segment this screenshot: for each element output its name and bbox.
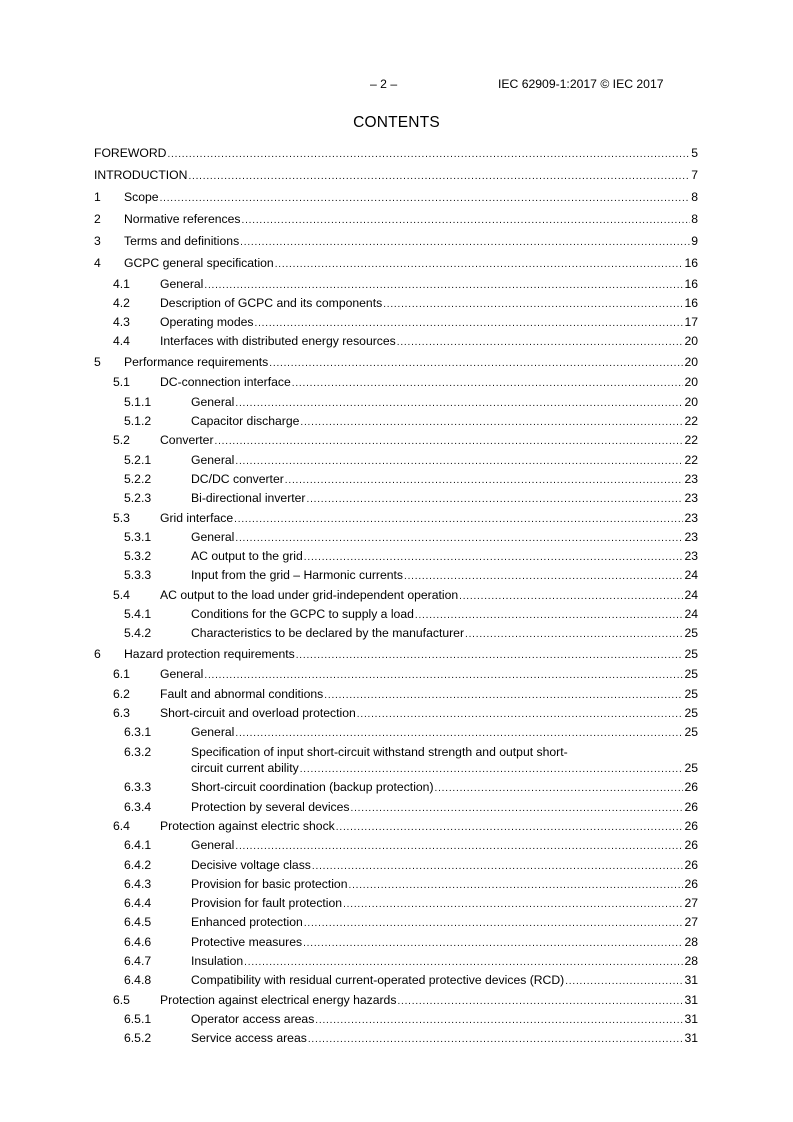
dot-leader [244, 955, 683, 971]
toc-entry-line [124, 233, 698, 251]
toc-entry-title: Operating modes [160, 315, 254, 330]
dot-leader [255, 316, 684, 332]
toc-entry-line [191, 567, 698, 585]
toc-entry[interactable] [0, 510, 793, 526]
dot-leader [397, 994, 683, 1010]
dot-leader [343, 897, 683, 913]
toc-entry[interactable] [0, 666, 793, 682]
toc-entry[interactable] [0, 452, 793, 468]
toc-entry[interactable] [0, 625, 793, 641]
toc-entry[interactable] [0, 705, 793, 721]
dot-leader [308, 1032, 684, 1048]
toc-entry-line [191, 895, 698, 913]
toc-entry-number: 6.3 [113, 705, 130, 720]
toc-entry[interactable] [0, 895, 793, 911]
dot-leader [234, 512, 683, 528]
toc-entry-line [191, 972, 698, 990]
toc-entry[interactable] [0, 818, 793, 834]
toc-entry[interactable] [0, 837, 793, 853]
toc-entry-title: Enhanced protection [191, 915, 303, 930]
toc-entry-page: 24 [684, 568, 698, 583]
toc-entry-page: 20 [684, 354, 698, 369]
toc-entry-page: 27 [684, 896, 698, 911]
toc-entry-number: 4 [94, 256, 101, 270]
toc-entry-title: Conditions for the GCPC to supply a load [191, 607, 414, 621]
dot-leader [324, 688, 683, 704]
toc-entry-line [160, 314, 698, 332]
toc-entry-line [191, 1030, 698, 1048]
toc-entry-title: Provision for basic protection [191, 876, 348, 891]
toc-entry-number: 6.1 [113, 667, 130, 682]
toc-entry-title: Input from the grid – Harmonic currents [191, 568, 404, 583]
toc-entry[interactable] [0, 374, 793, 390]
toc-entry-number: 5.1 [113, 375, 130, 390]
toc-entry-title: Terms and definitions [124, 234, 240, 248]
toc-entry-line [124, 255, 698, 273]
toc-entry-title: General [160, 667, 204, 682]
toc-entry[interactable] [0, 295, 793, 311]
dot-leader [240, 235, 690, 251]
toc-entry[interactable] [0, 233, 793, 249]
toc-entry[interactable] [0, 145, 793, 161]
toc-entry-title: Hazard protection requirements [124, 646, 295, 661]
toc-entry-page: 24 [684, 607, 698, 621]
dot-leader [292, 376, 684, 392]
toc-entry[interactable] [0, 1011, 793, 1027]
toc-entry-page: 25 [684, 705, 698, 720]
toc-entry-page: 23 [684, 529, 698, 544]
toc-entry[interactable] [0, 255, 793, 271]
toc-entry-page: 27 [684, 915, 698, 930]
toc-entry-number: 6.3.1 [124, 725, 152, 740]
toc-entry-number: 6 [94, 646, 101, 661]
toc-entry-page: 26 [684, 838, 698, 853]
dot-leader [160, 191, 691, 207]
toc-entry-number: 6.5.2 [124, 1031, 152, 1046]
toc-entry-line [124, 189, 698, 207]
dot-leader [415, 608, 684, 624]
toc-entry-line [191, 799, 698, 817]
dot-leader [167, 147, 690, 163]
toc-entry-title: AC output to the load under grid-independent operation [160, 587, 459, 602]
toc-entry-line [191, 471, 698, 489]
toc-entry-title: General [191, 394, 235, 409]
toc-entry-page: 31 [684, 992, 698, 1007]
toc-entry-page: 9 [691, 234, 698, 248]
toc-entry-line [191, 744, 698, 760]
toc-entry-title: Converter [160, 433, 214, 448]
toc-entry-page: 23 [684, 510, 698, 525]
dot-leader [235, 531, 683, 547]
toc-entry-title: Provision for fault protection [191, 896, 343, 911]
toc-entry-title: Capacitor discharge [191, 414, 300, 428]
toc-entry-line [160, 432, 698, 450]
toc-entry-line [191, 876, 698, 894]
document-reference: IEC 62909-1:2017 © IEC 2017 [498, 77, 664, 91]
dot-leader [397, 335, 684, 351]
toc-entry-title: GCPC general specification [124, 256, 274, 270]
dot-leader [312, 859, 684, 875]
toc-entry-title: Service access areas [191, 1031, 307, 1046]
toc-entry[interactable] [0, 189, 793, 205]
toc-entry-number: 6.4.4 [124, 896, 152, 911]
toc-entry-number: 4.2 [113, 295, 130, 310]
toc-entry[interactable] [0, 471, 793, 487]
toc-entry-line [94, 167, 698, 185]
toc-entry-number: 6.4.1 [124, 838, 152, 853]
toc-entry-page: 23 [684, 549, 698, 564]
toc-entry[interactable] [0, 394, 793, 410]
toc-entry-page: 25 [684, 725, 698, 740]
toc-entry[interactable] [0, 953, 793, 969]
toc-entry-number: 6.4.7 [124, 954, 152, 968]
toc-entry-page: 20 [684, 334, 698, 349]
toc-entry-line [191, 413, 698, 431]
toc-entry[interactable] [0, 314, 793, 330]
dot-leader [300, 415, 683, 431]
toc-entry-title: Performance requirements [124, 354, 269, 369]
toc-entry-title-continued: circuit current ability [191, 761, 299, 775]
toc-entry-page: 17 [684, 315, 698, 330]
dot-leader [235, 454, 683, 470]
toc-entry-page: 24 [684, 587, 698, 602]
toc-entry-line [191, 914, 698, 932]
toc-entry-page: 26 [684, 857, 698, 872]
toc-entry-number: 6.5 [113, 992, 130, 1007]
toc-entry[interactable] [0, 992, 793, 1008]
dot-leader [315, 1013, 683, 1029]
toc-entry-page: 8 [691, 190, 698, 204]
dot-leader [404, 569, 683, 585]
toc-entry-line [191, 724, 698, 742]
toc-entry[interactable] [0, 744, 793, 760]
toc-entry-number: 5.3.3 [124, 568, 152, 583]
toc-entry-page: 20 [684, 375, 698, 390]
toc-entry-line [191, 1011, 698, 1029]
toc-entry-number: 5.2.2 [124, 471, 152, 486]
toc-entry-page: 23 [684, 491, 698, 506]
toc-entry-number: 5.1.2 [124, 414, 152, 428]
toc-entry-number: 5.3 [113, 510, 130, 525]
toc-entry-title: General [160, 276, 204, 291]
toc-entry-number: 5.4 [113, 587, 130, 602]
dot-leader [351, 801, 684, 817]
toc-entry-line [124, 354, 698, 372]
toc-entry-page: 26 [684, 799, 698, 814]
toc-entry-line [160, 686, 698, 704]
toc-entry-page: 25 [684, 686, 698, 701]
dot-leader [188, 169, 690, 185]
toc-entry-line [191, 953, 698, 971]
dot-leader [296, 648, 684, 664]
toc-entry[interactable] [0, 529, 793, 545]
toc-entry-number: 5.1.1 [124, 394, 152, 409]
toc-entry[interactable] [0, 799, 793, 815]
dot-leader [304, 550, 684, 566]
toc-entry-number: 6.4.8 [124, 973, 152, 988]
toc-entry-title: DC/DC converter [191, 471, 284, 486]
toc-entry-page: 26 [684, 780, 698, 795]
toc-entry-title: Grid interface [160, 510, 234, 525]
toc-entry-number: 1 [94, 190, 101, 204]
page-number: – 2 – [370, 77, 398, 91]
toc-entry-page: 16 [684, 256, 698, 270]
toc-entry-page: 31 [684, 1011, 698, 1026]
dot-leader [235, 726, 683, 742]
toc-entry[interactable] [0, 587, 793, 603]
toc-entry-page: 22 [684, 452, 698, 467]
toc-entry-title: General [191, 838, 235, 853]
toc-entry-number: 5.4.1 [124, 607, 152, 621]
dot-leader [235, 396, 683, 412]
toc-entry-number: 6.4.3 [124, 876, 152, 891]
toc-entry-line [191, 934, 698, 952]
dot-leader [383, 297, 683, 313]
toc-entry-line [191, 625, 698, 643]
dot-leader [304, 916, 684, 932]
toc-entry-title: Short-circuit coordination (backup protection) [191, 780, 434, 795]
toc-entry[interactable] [0, 167, 793, 183]
dot-leader [285, 473, 684, 489]
toc-entry-page: 16 [684, 276, 698, 291]
dot-leader [306, 492, 683, 508]
toc-entry-line [160, 587, 698, 605]
toc-entry-page: 31 [684, 1031, 698, 1046]
dot-leader [235, 839, 683, 855]
toc-entry-page: 25 [684, 761, 698, 775]
dot-leader [336, 820, 684, 836]
toc-entry-number: 3 [94, 234, 101, 248]
toc-entry-page: 7 [691, 168, 698, 182]
toc-entry-line [191, 760, 698, 778]
toc-entry-title: Specification of input short-circuit withstand strength and output short- [191, 744, 568, 759]
toc-entry-page: 16 [684, 295, 698, 310]
toc-entry-line [160, 510, 698, 528]
toc-entry-number: 5.4.2 [124, 626, 152, 641]
toc-entry-number: 4.3 [113, 315, 130, 330]
toc-entry-line [160, 818, 698, 836]
toc-entry-title: Insulation [191, 954, 244, 968]
dot-leader [348, 878, 683, 894]
toc-entry-title: Protection against electric shock [160, 818, 335, 833]
toc-entry-page: 23 [684, 471, 698, 486]
dot-leader [565, 974, 683, 990]
dot-leader [269, 356, 683, 372]
toc-entry[interactable] [0, 548, 793, 564]
dot-leader [435, 781, 684, 797]
toc-entry-number: 2 [94, 212, 101, 226]
toc-entry-title: INTRODUCTION [94, 168, 188, 182]
toc-entry[interactable] [0, 413, 793, 429]
dot-leader [215, 434, 684, 450]
toc-entry[interactable] [0, 857, 793, 873]
toc-entry-title: DC-connection interface [160, 375, 291, 390]
dot-leader [303, 936, 683, 952]
toc-entry-title: Normative references [124, 212, 241, 226]
toc-entry-page: 25 [684, 626, 698, 641]
toc-entry-title: Fault and abnormal conditions [160, 686, 324, 701]
toc-entry-line [160, 276, 698, 294]
toc-entry-title: General [191, 452, 235, 467]
toc-entry-title: Description of GCPC and its components [160, 295, 383, 310]
toc-entry-line [191, 452, 698, 470]
dot-leader [242, 213, 691, 229]
dot-leader [459, 589, 683, 605]
toc-entry-line [191, 394, 698, 412]
toc-entry-number: 5.2 [113, 433, 130, 448]
toc-entry-line [160, 295, 698, 313]
toc-entry[interactable] [0, 432, 793, 448]
toc-entry-title: Bi-directional inverter [191, 491, 306, 506]
toc-entry-number: 6.4.6 [124, 934, 152, 949]
dot-leader [204, 278, 683, 294]
toc-entry-number: 4.1 [113, 276, 130, 291]
toc-entry[interactable] [0, 567, 793, 583]
toc-entry[interactable] [0, 724, 793, 740]
toc-entry-number: 6.4.5 [124, 915, 152, 930]
toc-entry-number: 5.3.2 [124, 549, 152, 564]
toc-entry-continuation[interactable] [0, 760, 793, 776]
toc-entry[interactable] [0, 779, 793, 795]
toc-entry-title: Characteristics to be declared by the manufacturer [191, 626, 464, 641]
toc-entry-line [191, 606, 698, 624]
toc-entry[interactable] [0, 914, 793, 930]
toc-entry[interactable] [0, 686, 793, 702]
toc-entry-title: Compatibility with residual current-operated protective devices (RCD) [191, 973, 565, 988]
toc-entry-line [191, 529, 698, 547]
toc-entry-number: 6.4.2 [124, 857, 152, 872]
toc-entry[interactable] [0, 1030, 793, 1046]
toc-entry-title: Short-circuit and overload protection [160, 705, 356, 720]
toc-entry-line [94, 145, 698, 163]
toc-entry-title: AC output to the grid [191, 549, 303, 564]
toc-entry[interactable] [0, 490, 793, 506]
toc-entry-line [160, 666, 698, 684]
toc-entry[interactable] [0, 876, 793, 892]
toc-entry-number: 6.3.3 [124, 780, 152, 795]
toc-entry-line [124, 646, 698, 664]
toc-entry-page: 31 [684, 973, 698, 988]
toc-entry-title: Protection against electrical energy hazards [160, 992, 397, 1007]
toc-entry-line [191, 779, 698, 797]
toc-entry-title: General [191, 725, 235, 740]
toc-entry-page: 22 [684, 414, 698, 428]
toc-entry-line [191, 490, 698, 508]
toc-entry-line [191, 837, 698, 855]
toc-entry-page: 22 [684, 433, 698, 448]
toc-entry-page: 26 [684, 876, 698, 891]
toc-entry-number: 6.3.2 [124, 744, 152, 759]
toc-entry-number: 6.4 [113, 818, 130, 833]
toc-entry[interactable] [0, 934, 793, 950]
toc-entry[interactable] [0, 972, 793, 988]
toc-entry-number: 5.2.1 [124, 452, 152, 467]
toc-entry[interactable] [0, 606, 793, 622]
toc-entry-page: 26 [684, 818, 698, 833]
toc-entry-page: 28 [684, 934, 698, 949]
toc-entry-title: Protective measures [191, 934, 303, 949]
dot-leader [465, 627, 683, 643]
toc-entry[interactable] [0, 333, 793, 349]
toc-entry[interactable] [0, 646, 793, 662]
toc-entry-page: 25 [684, 646, 698, 661]
toc-entry[interactable] [0, 276, 793, 292]
toc-entry-title: Decisive voltage class [191, 857, 311, 872]
toc-entry-title: Scope [124, 190, 159, 204]
toc-entry-number: 5.2.3 [124, 491, 152, 506]
toc-entry-page: 20 [684, 394, 698, 409]
toc-entry-title: Operator access areas [191, 1011, 315, 1026]
toc-entry-number: 6.5.1 [124, 1011, 152, 1026]
toc-entry-number: 5.3.1 [124, 529, 152, 544]
dot-leader [357, 707, 684, 723]
toc-entry-line [191, 548, 698, 566]
toc-entry-page: 5 [691, 146, 698, 160]
toc-entry-line [124, 211, 698, 229]
toc-entry-title: General [191, 529, 235, 544]
dot-leader [300, 762, 684, 778]
dot-leader [204, 668, 683, 684]
toc-entry[interactable] [0, 211, 793, 227]
toc-entry-number: 5 [94, 354, 101, 369]
toc-entry-page: 28 [684, 954, 698, 968]
toc-entry-number: 4.4 [113, 334, 130, 349]
toc-entry-line [160, 333, 698, 351]
page-title: CONTENTS [353, 114, 440, 131]
toc-entry-line [160, 374, 698, 392]
toc-entry[interactable] [0, 354, 793, 370]
toc-entry-title: FOREWORD [94, 146, 167, 160]
toc-entry-page: 25 [684, 667, 698, 682]
dot-leader [275, 257, 684, 273]
toc-entry-title: Protection by several devices [191, 799, 350, 814]
toc-entry-line [160, 705, 698, 723]
toc-entry-number: 6.2 [113, 686, 130, 701]
toc-entry-page: 8 [691, 212, 698, 226]
toc-entry-number: 6.3.4 [124, 799, 152, 814]
toc-entry-line [191, 857, 698, 875]
toc-entry-title: Interfaces with distributed energy resources [160, 334, 396, 349]
toc-entry-line [160, 992, 698, 1010]
